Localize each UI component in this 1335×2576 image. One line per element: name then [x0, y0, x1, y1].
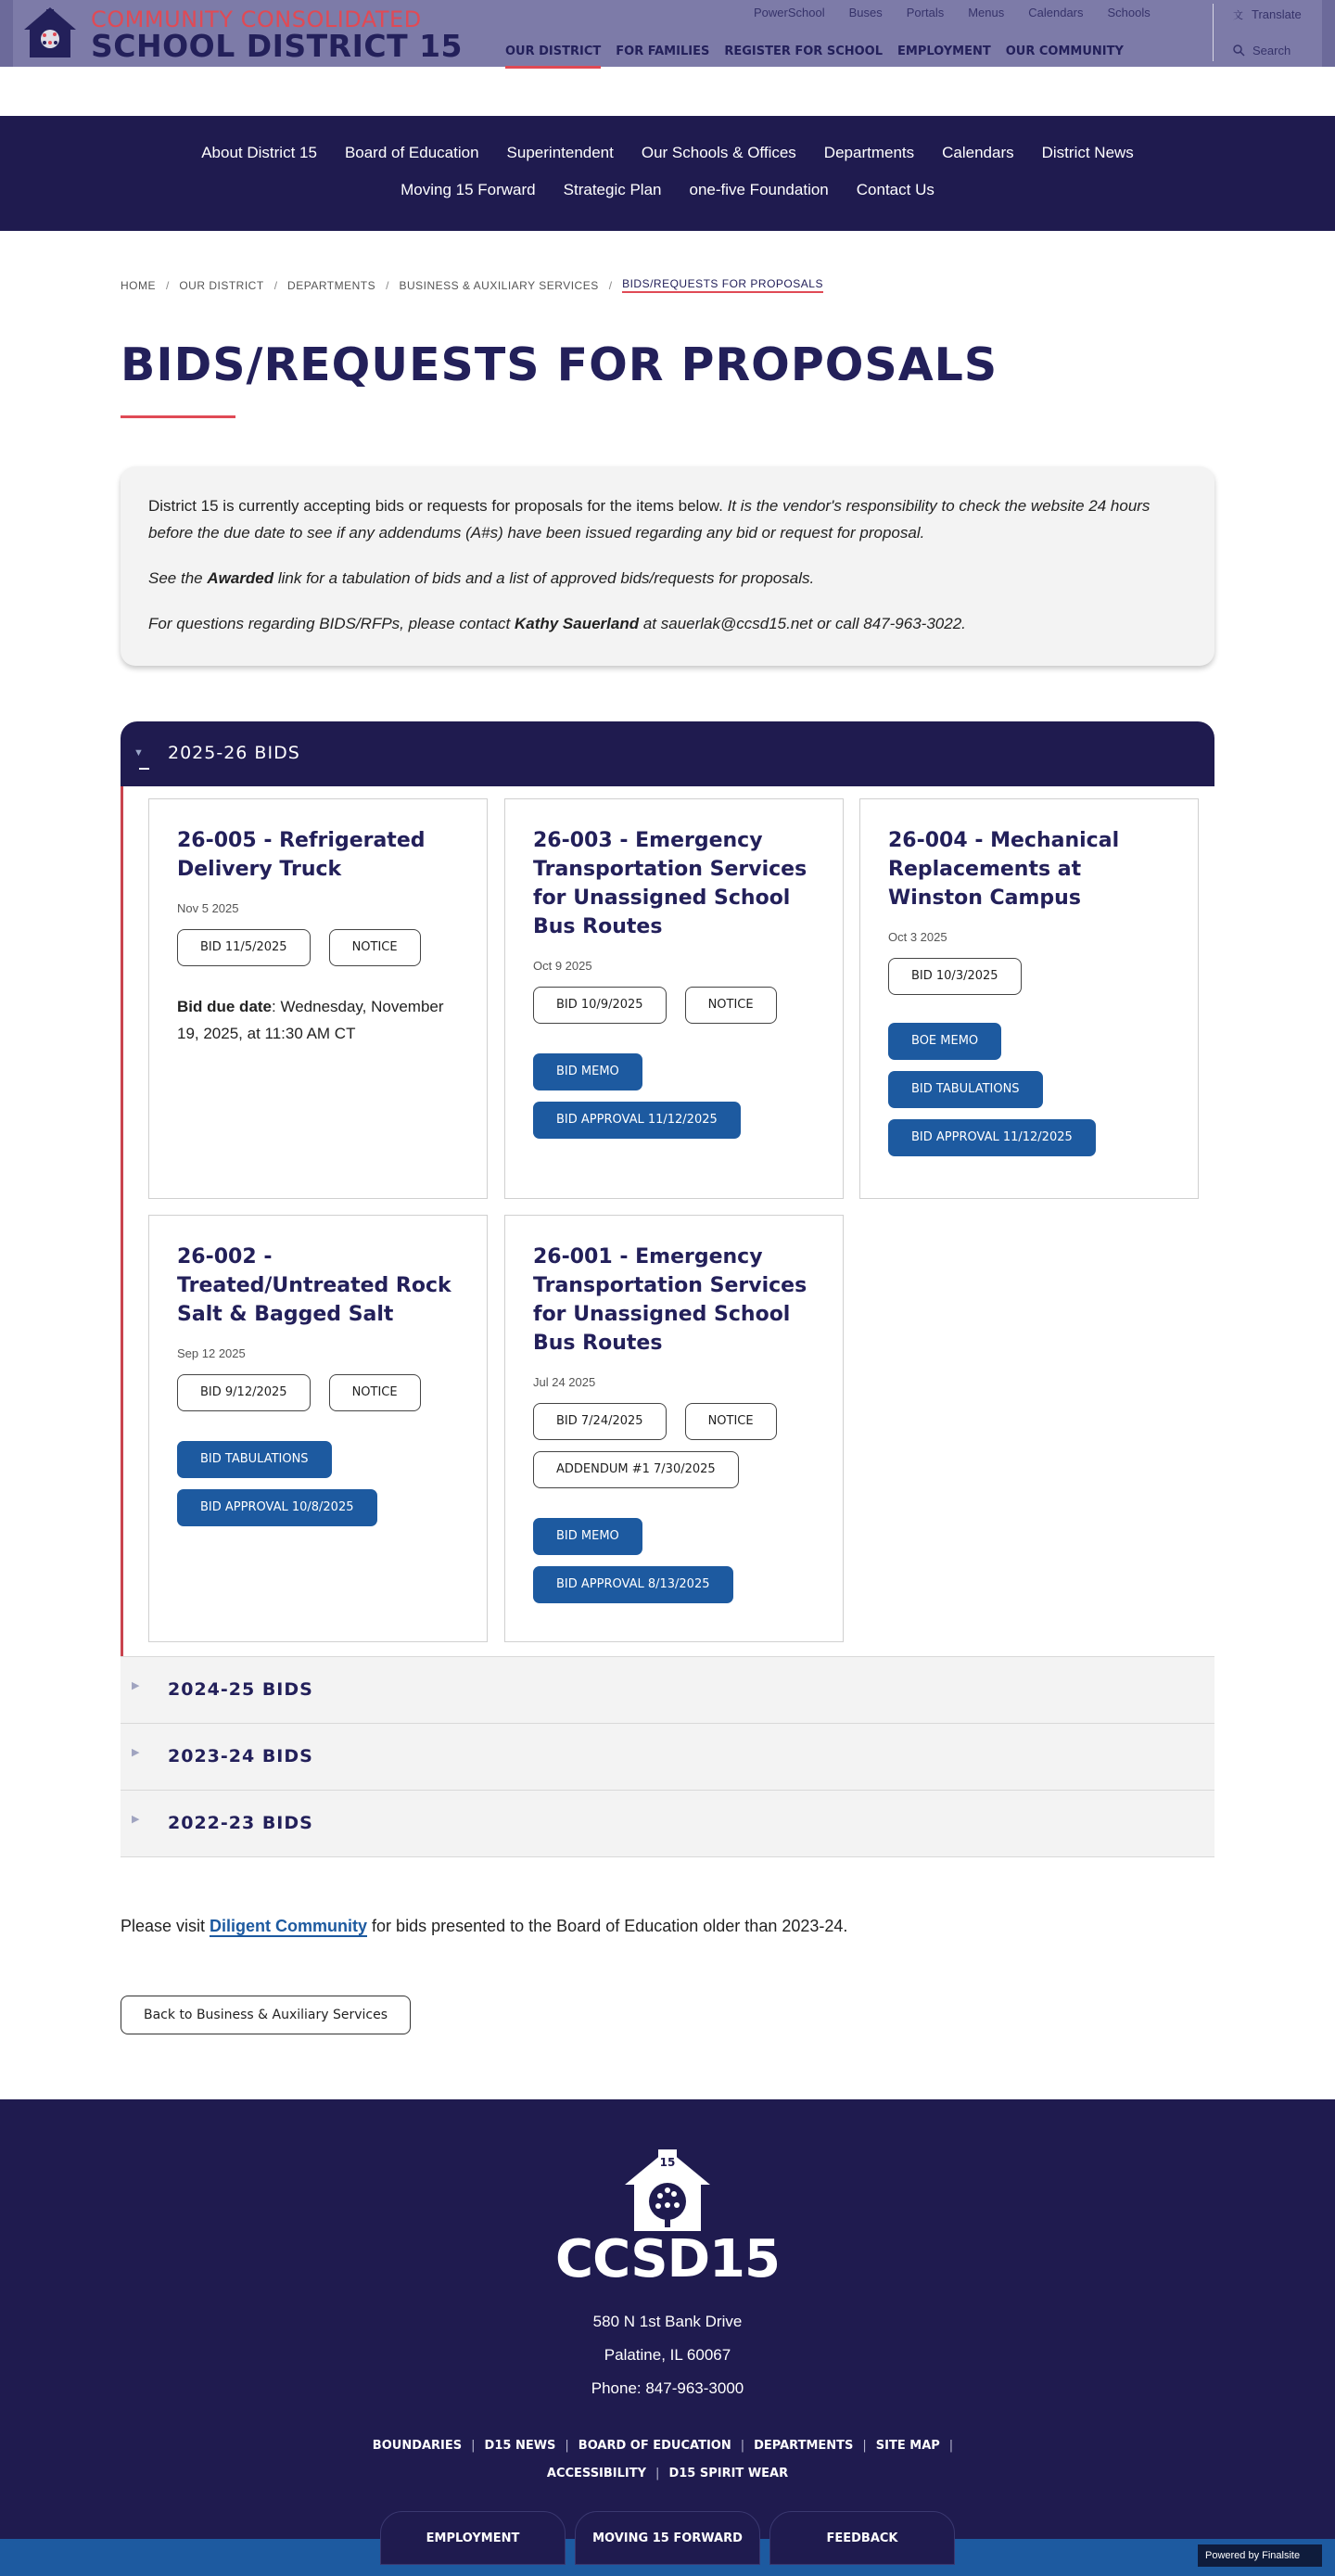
logo-line-1[interactable]: COMMUNITY CONSOLIDATED: [91, 6, 422, 32]
bid-card: [504, 1215, 844, 1642]
svg-text:文: 文: [1233, 8, 1243, 21]
breadcrumb-business-auxiliary[interactable]: BUSINESS & AUXILIARY SERVICES: [399, 278, 599, 292]
bid-card-title: 26-004 - Mechanical Replacements at Winston Campus: [888, 829, 1120, 910]
breadcrumb-separator: /: [608, 278, 613, 292]
footer-link-separator: |: [471, 2439, 476, 2453]
diligent-community-link[interactable]: Diligent Community: [210, 1917, 368, 1935]
minus-icon: [139, 768, 149, 770]
bid-card-date: Oct 3 2025: [888, 930, 947, 944]
subnav-district-news[interactable]: District News: [1041, 144, 1134, 161]
subnav-strategic-plan[interactable]: Strategic Plan: [563, 181, 662, 198]
bid-tabulations-button[interactable]: BID TABULATIONS: [888, 1071, 1043, 1108]
bid-approval-button[interactable]: BID APPROVAL 11/12/2025: [888, 1119, 1096, 1156]
breadcrumb: [121, 277, 823, 293]
notice-button[interactable]: NOTICE: [685, 1403, 777, 1440]
bid-due-date-label: Bid due date: [177, 998, 273, 1015]
bid-memo-button[interactable]: BID MEMO: [533, 1053, 642, 1090]
bid-due-date-value: : Wednesday, November 19, 2025, at 11:30 AM CT: [177, 998, 444, 1042]
nav-register-for-school[interactable]: REGISTER FOR SCHOOL: [724, 45, 884, 58]
bid-card-date: Nov 5 2025: [177, 901, 239, 915]
util-link-portals[interactable]: Portals: [906, 6, 945, 19]
diligent-pre: Please visit: [121, 1917, 210, 1935]
title-underline: [121, 415, 235, 418]
bid-card-title: 26-005 - Refrigerated Delivery Truck: [177, 829, 426, 881]
bid-card-title: 26-002 - Treated/Untreated Rock Salt & Bagged Salt: [177, 1245, 451, 1326]
bid-document-button[interactable]: BID 9/12/2025: [177, 1374, 311, 1411]
footer-link-boundaries[interactable]: BOUNDARIES: [372, 2439, 463, 2453]
footer-links-row-1: [0, 2439, 1335, 2453]
notice-p1-italic: It is the vendor's responsibility to check the website 24 hours before the due date to see if any addendums (A#s) have been issued regarding any bid or request for proposal.: [148, 497, 1151, 542]
bid-card-button-row: [533, 987, 815, 1024]
main-nav: [505, 45, 1138, 58]
footer-link-departments[interactable]: DEPARTMENTS: [754, 2439, 854, 2453]
notice-p3-post: at sauerlak@ccsd15.net or call 847-963-3022.: [639, 615, 966, 632]
footer-link-separator: |: [862, 2439, 867, 2453]
nav-employment[interactable]: EMPLOYMENT: [897, 45, 991, 58]
diligent-note: [121, 1917, 847, 1936]
bid-card-actions: [533, 1053, 815, 1139]
bid-document-button[interactable]: BID 7/24/2025: [533, 1403, 667, 1440]
notice-box: [121, 466, 1214, 666]
search-icon: [1233, 45, 1245, 57]
breadcrumb-departments[interactable]: DEPARTMENTS: [287, 278, 376, 292]
back-to-business-button[interactable]: Back to Business & Auxiliary Services: [121, 1996, 411, 2034]
search-label: Search: [1252, 44, 1291, 57]
footer-link-site-map[interactable]: SITE MAP: [875, 2439, 940, 2453]
boe-memo-button[interactable]: BOE MEMO: [888, 1023, 1001, 1060]
translate-label: Translate: [1252, 7, 1302, 21]
notice-p1-text: District 15 is currently accepting bids or requests for proposals for the items below.: [148, 497, 728, 515]
caret-down-icon: ▼: [134, 747, 144, 759]
breadcrumb-separator: /: [273, 278, 278, 292]
svg-text:15: 15: [659, 2156, 676, 2169]
util-link-powerschool[interactable]: PowerSchool: [754, 6, 825, 19]
bid-document-button[interactable]: BID 11/5/2025: [177, 929, 311, 966]
util-link-schools[interactable]: Schools: [1107, 6, 1151, 19]
caret-right-icon: ▶: [132, 1680, 140, 1691]
translate-icon: [1233, 8, 1246, 21]
bid-card-title: 26-003 - Emergency Transportation Services for Unassigned School Bus Routes: [533, 829, 807, 938]
accordion-header-2022-23[interactable]: [121, 1790, 1214, 1856]
util-link-menus[interactable]: Menus: [968, 6, 1005, 19]
bid-approval-button[interactable]: BID APPROVAL 8/13/2025: [533, 1566, 733, 1603]
util-link-calendars[interactable]: Calendars: [1028, 6, 1084, 19]
search-button[interactable]: [1233, 44, 1290, 57]
notice-paragraph-2: [148, 565, 1187, 592]
bid-tabulations-button[interactable]: BID TABULATIONS: [177, 1441, 332, 1478]
subnav-one-five-foundation[interactable]: one-five Foundation: [689, 181, 829, 198]
caret-right-icon: ▶: [132, 1747, 140, 1758]
bid-card: [148, 798, 488, 1199]
bid-card-actions: [533, 1518, 815, 1603]
accordion-header-2023-24[interactable]: [121, 1723, 1214, 1790]
accordion-header-2024-25[interactable]: [121, 1656, 1214, 1723]
breadcrumb-home[interactable]: HOME: [121, 278, 156, 292]
bid-card-button-row: [177, 1374, 459, 1411]
district-logo-icon[interactable]: [22, 6, 78, 59]
bid-card: [148, 1215, 488, 1642]
bid-card: [859, 798, 1199, 1199]
bid-card-date: Jul 24 2025: [533, 1375, 596, 1389]
notice-button[interactable]: NOTICE: [685, 987, 777, 1024]
header-divider: [1213, 4, 1214, 61]
notice-paragraph-3: [148, 610, 1187, 637]
subnav-superintendent[interactable]: Superintendent: [506, 144, 614, 161]
notice-p3-pre: For questions regarding BIDS/RFPs, please contact: [148, 615, 515, 632]
bid-card-date: Oct 9 2025: [533, 959, 592, 973]
bid-document-button[interactable]: BID 10/9/2025: [533, 987, 667, 1024]
bid-due-date: [177, 993, 459, 1047]
subnav-calendars[interactable]: Calendars: [942, 144, 1014, 161]
footer-pill-feedback[interactable]: FEEDBACK: [769, 2511, 955, 2565]
footer-link-separator: |: [740, 2439, 745, 2453]
powered-by-finalsite[interactable]: Powered by Finalsite: [1198, 2544, 1322, 2567]
logo-line-2[interactable]: SCHOOL DISTRICT 15: [91, 28, 464, 64]
breadcrumb-separator: /: [386, 278, 389, 292]
bid-memo-button[interactable]: BID MEMO: [533, 1518, 642, 1555]
breadcrumb-our-district[interactable]: OUR DISTRICT: [179, 278, 264, 292]
accordion-panel-2025-26: [121, 786, 1214, 1656]
header-bar: [13, 0, 1322, 67]
bid-card-button-row: [888, 958, 1170, 995]
bid-card-title: 26-001 - Emergency Transportation Services for Unassigned School Bus Routes: [533, 1245, 807, 1355]
notice-p2-post: link for a tabulation of bids and a list of approved bids/requests for proposals.: [273, 569, 815, 587]
footer-link-spirit-wear[interactable]: D15 SPIRIT WEAR: [668, 2467, 789, 2480]
subnav-about-district-15[interactable]: About District 15: [201, 144, 317, 161]
notice-p3-bold: Kathy Sauerland: [514, 615, 640, 632]
bid-card-actions: [177, 1441, 459, 1526]
bid-approval-button[interactable]: BID APPROVAL 10/8/2025: [177, 1489, 377, 1526]
bid-card-button-row: [177, 929, 459, 966]
footer-pill-moving-15-forward[interactable]: MOVING 15 FORWARD: [575, 2511, 760, 2565]
footer-link-d15-news[interactable]: D15 NEWS: [484, 2439, 556, 2453]
nav-for-families[interactable]: FOR FAMILIES: [616, 45, 710, 58]
subnav-moving-15-forward[interactable]: Moving 15 Forward: [400, 181, 536, 198]
breadcrumb-separator: /: [166, 278, 170, 292]
bid-card-button-row: [533, 1403, 815, 1488]
bid-card-date: Sep 12 2025: [177, 1346, 246, 1360]
site-footer: [0, 2099, 1335, 2576]
nav-our-district[interactable]: OUR DISTRICT: [505, 45, 602, 58]
section-subnav: [0, 116, 1335, 231]
accordion-label-2023-24: 2023-24 BIDS: [168, 1746, 313, 1766]
footer-links-row-2: [0, 2467, 1335, 2480]
bid-document-button[interactable]: BID 10/3/2025: [888, 958, 1022, 995]
footer-link-separator: |: [948, 2439, 954, 2453]
accordion-label-2024-25: 2024-25 BIDS: [168, 1679, 313, 1700]
notice-paragraph-1: [148, 492, 1187, 546]
footer-address-2: Palatine, IL 60067: [604, 2346, 731, 2364]
accordion-label-2025-26: 2025-26 BIDS: [168, 743, 300, 763]
accordion-label-2022-23: 2022-23 BIDS: [168, 1813, 313, 1833]
notice-p2-pre: See the: [148, 569, 208, 587]
notice-p2-bold: Awarded: [207, 569, 274, 587]
translate-button[interactable]: [1233, 7, 1302, 21]
notice-button[interactable]: NOTICE: [329, 929, 421, 966]
footer-phone[interactable]: Phone: 847-963-3000: [591, 2379, 744, 2397]
nav-our-community[interactable]: OUR COMMUNITY: [1005, 45, 1124, 58]
accordion-header-2025-26[interactable]: [121, 721, 1214, 786]
util-link-buses[interactable]: Buses: [848, 6, 883, 19]
footer-link-separator: |: [655, 2467, 660, 2480]
footer-link-board[interactable]: BOARD OF EDUCATION: [578, 2439, 731, 2453]
footer-pill-employment[interactable]: EMPLOYMENT: [380, 2511, 566, 2565]
subnav-our-schools-offices[interactable]: Our Schools & Offices: [641, 144, 796, 161]
subnav-row-1: [0, 144, 1335, 162]
subnav-departments[interactable]: Departments: [823, 144, 915, 161]
addendum-button[interactable]: ADDENDUM #1 7/30/2025: [533, 1451, 739, 1488]
subnav-contact-us[interactable]: Contact Us: [856, 181, 934, 198]
page-title: BIDS/REQUESTS FOR PROPOSALS: [121, 338, 998, 391]
accordion-bottom-border: [121, 1856, 1214, 1857]
notice-button[interactable]: NOTICE: [329, 1374, 421, 1411]
ccsd15-logo-icon: [623, 2148, 712, 2233]
bid-card: [504, 798, 844, 1199]
footer-brand: CCSD15: [555, 2229, 780, 2289]
subnav-board-of-education[interactable]: Board of Education: [344, 144, 479, 161]
bid-approval-button[interactable]: BID APPROVAL 11/12/2025: [533, 1102, 741, 1139]
diligent-post: for bids presented to the Board of Education older than 2023-24.: [367, 1917, 848, 1935]
caret-right-icon: ▶: [132, 1814, 140, 1825]
site-header: [0, 0, 1335, 67]
footer-address-1: 580 N 1st Bank Drive: [592, 2313, 743, 2330]
footer-link-accessibility[interactable]: ACCESSIBILITY: [546, 2467, 647, 2480]
breadcrumb-current: BIDS/REQUESTS FOR PROPOSALS: [622, 277, 823, 293]
footer-link-separator: |: [565, 2439, 569, 2453]
subnav-row-2: [0, 181, 1335, 199]
bid-card-actions: [888, 1023, 1170, 1156]
utility-nav: [754, 6, 1175, 19]
